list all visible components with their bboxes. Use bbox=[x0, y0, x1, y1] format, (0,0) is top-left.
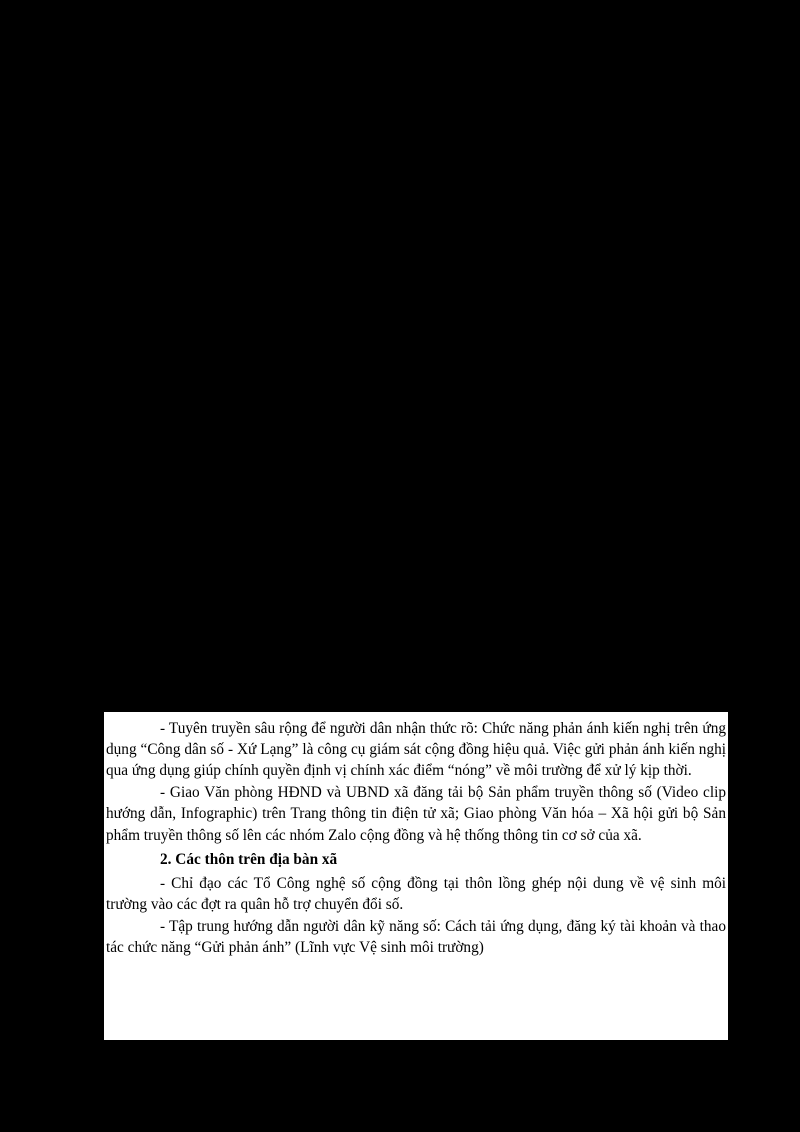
section-heading: 2. Các thôn trên địa bàn xã bbox=[160, 850, 338, 868]
paragraph: - Giao Văn phòng HĐND và UBND xã đăng tải bộ Sản phẩm truyền thông số (Video clip hướng dẫn, Infographic) trên Trang thông tin điện tử xã; Giao phòng Văn hóa – Xã hội gửi bộ Sản phẩm truyền thông số lên các nhóm Zalo cộng đồng và hệ thống thông tin cơ sở của xã. bbox=[106, 784, 726, 844]
paragraph: - Tập trung hướng dẫn người dân kỹ năng số: Cách tải ứng dụng, đăng ký tài khoản và thao tác chức năng “Gửi phản ánh” (Lĩnh vực Vệ sinh môi trường) bbox=[106, 917, 726, 957]
document-page-fragment bbox=[104, 712, 728, 1040]
paragraph: - Chỉ đạo các Tổ Công nghệ số cộng đồng tại thôn lồng ghép nội dung về vệ sinh môi trường vào các đợt ra quân hỗ trợ chuyển đổi số. bbox=[106, 874, 726, 913]
paragraph: - Tuyên truyền sâu rộng để người dân nhận thức rõ: Chức năng phản ánh kiến nghị trên ứng dụng “Công dân số - Xứ Lạng” là công cụ giám sát cộng đồng hiệu quả. Việc gửi phản ánh kiến nghị qua ứng dụng giúp chính quyền định vị chính xác điểm “nóng” về môi trường để xử lý kịp thời. bbox=[106, 720, 726, 780]
